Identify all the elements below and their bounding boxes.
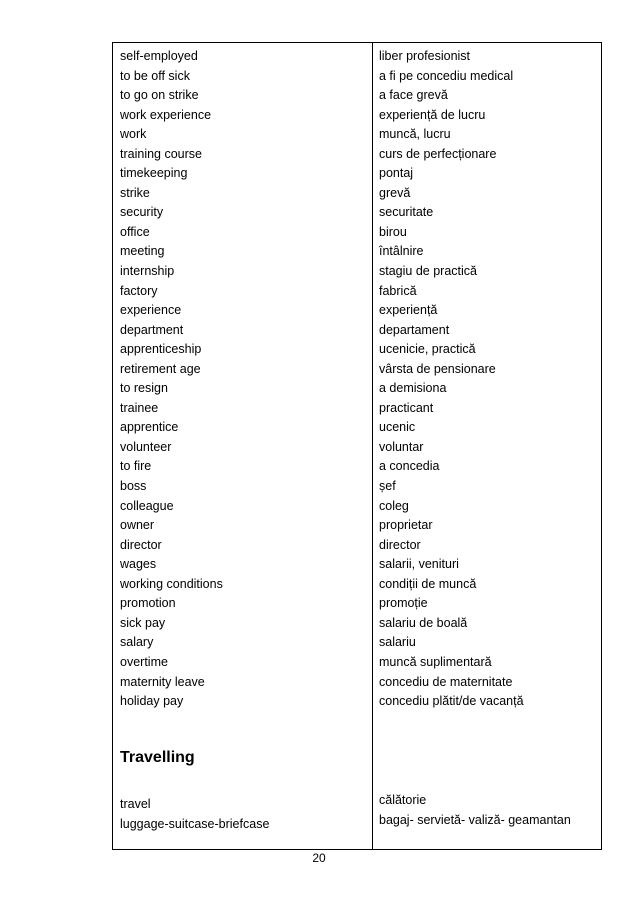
term-ro: departament: [379, 322, 450, 337]
section-term-en: travel: [120, 797, 151, 811]
term-en: apprenticeship: [120, 342, 202, 357]
term-ro: experiență: [379, 303, 438, 318]
term-ro: fabrică: [379, 283, 417, 298]
term-ro: salarii, venituri: [379, 557, 459, 572]
term-en: sick pay: [120, 615, 166, 630]
term-ro: salariu: [379, 635, 416, 650]
term-ro: liber profesionist: [379, 49, 471, 63]
term-ro: grevă: [379, 185, 411, 200]
page-number: 20: [312, 851, 326, 865]
term-ro: a fi pe concediu medical: [379, 68, 514, 83]
romanian-column: [379, 47, 599, 712]
term-ro: a concedia: [379, 459, 440, 474]
term-ro: șef: [379, 479, 396, 494]
term-en: holiday pay: [120, 694, 184, 709]
term-ro: muncă suplimentară: [379, 654, 492, 669]
term-en: department: [120, 322, 184, 337]
term-en: retirement age: [120, 361, 201, 376]
term-en: factory: [120, 283, 158, 298]
section-term-ro: călătorie: [379, 793, 427, 807]
term-ro: proprietar: [379, 518, 433, 533]
term-ro: a demisiona: [379, 381, 447, 396]
term-en: wages: [120, 557, 157, 572]
term-ro: coleg: [379, 498, 409, 513]
term-en: internship: [120, 264, 175, 279]
term-ro: muncă, lucru: [379, 127, 451, 142]
term-ro: concediu plătit/de vacanță: [379, 694, 524, 709]
term-en: promotion: [120, 596, 176, 611]
section-title: Travelling: [120, 749, 195, 766]
term-en: timekeeping: [120, 166, 188, 181]
term-en: work experience: [120, 107, 212, 122]
term-ro: ucenicie, practică: [379, 342, 476, 357]
section-english-column: [120, 794, 269, 834]
term-en: self-employed: [120, 49, 198, 63]
term-en: experience: [120, 303, 182, 318]
term-ro: director: [379, 537, 421, 552]
column-divider: [372, 43, 373, 849]
term-en: working conditions: [120, 576, 223, 591]
term-ro: promoție: [379, 596, 428, 611]
term-ro: salariu de boală: [379, 615, 468, 630]
term-en: owner: [120, 518, 155, 533]
term-en: salary: [120, 635, 154, 650]
term-en: strike: [120, 185, 150, 200]
english-column: [120, 47, 365, 712]
vocabulary-table: [112, 42, 602, 850]
term-ro: voluntar: [379, 439, 424, 454]
term-ro: curs de perfecționare: [379, 146, 497, 161]
term-en: meeting: [120, 244, 165, 259]
term-ro: concediu de maternitate: [379, 674, 513, 689]
term-en: office: [120, 224, 150, 239]
term-ro: condiții de muncă: [379, 576, 477, 591]
term-en: director: [120, 537, 162, 552]
term-en: maternity leave: [120, 674, 205, 689]
section-romanian-column: [379, 790, 571, 830]
term-en: apprentice: [120, 420, 179, 435]
term-en: security: [120, 205, 164, 220]
term-en: to be off sick: [120, 68, 190, 83]
term-en: work: [120, 127, 147, 142]
term-ro: pontaj: [379, 166, 414, 181]
term-en: volunteer: [120, 439, 172, 454]
term-ro: întâlnire: [379, 244, 424, 259]
section-term-en: luggage-suitcase-briefcase: [120, 817, 270, 831]
term-en: training course: [120, 146, 202, 161]
term-ro: experiență de lucru: [379, 107, 486, 122]
section-term-ro: bagaj- servietă- valiză- geamantan: [379, 813, 571, 827]
term-ro: stagiu de practică: [379, 264, 477, 279]
term-en: to fire: [120, 459, 152, 474]
term-en: trainee: [120, 400, 159, 415]
term-ro: a face grevă: [379, 88, 448, 103]
term-ro: birou: [379, 224, 407, 239]
term-en: colleague: [120, 498, 174, 513]
term-en: overtime: [120, 654, 168, 669]
term-en: to resign: [120, 381, 168, 396]
term-en: boss: [120, 479, 147, 494]
term-en: to go on strike: [120, 88, 199, 103]
term-ro: ucenic: [379, 420, 416, 435]
term-ro: vârsta de pensionare: [379, 361, 496, 376]
term-ro: practicant: [379, 400, 434, 415]
term-ro: securitate: [379, 205, 434, 220]
